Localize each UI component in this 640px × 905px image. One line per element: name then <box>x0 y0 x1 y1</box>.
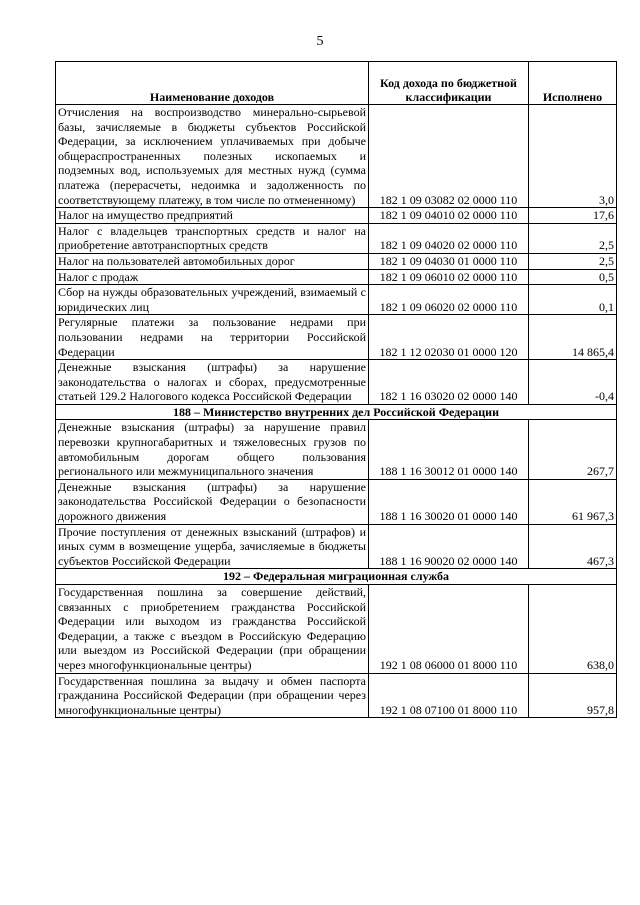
row-code: 182 1 09 04010 02 0000 110 <box>369 208 529 224</box>
table-row <box>56 420 617 479</box>
row-code: 182 1 09 04030 01 0000 110 <box>369 253 529 269</box>
row-code: 182 1 16 03020 02 0000 140 <box>369 360 529 405</box>
header-code: Код дохода по бюджетной классификации <box>369 62 529 105</box>
row-value: 638,0 <box>529 585 617 674</box>
table-row <box>56 360 617 405</box>
row-value: 2,5 <box>529 223 617 253</box>
row-name: Налог на имущество предприятий <box>56 208 369 224</box>
table-row <box>56 315 617 360</box>
table-row <box>56 208 617 224</box>
table-row <box>56 479 617 524</box>
row-name: Государственная пошлина за выдачу и обмен паспорта гражданина Российской Федерации (при обращении через многофункциональные центры) <box>56 673 369 718</box>
row-value: 0,5 <box>529 269 617 285</box>
row-name: Сбор на нужды образовательных учреждений, взимаемый с юридических лиц <box>56 285 369 315</box>
row-code: 182 1 09 06010 02 0000 110 <box>369 269 529 285</box>
row-code: 192 1 08 07100 01 8000 110 <box>369 673 529 718</box>
row-name: Отчисления на воспроизводство минерально-сырьевой базы, зачисляемые в бюджеты субъектов Российской Федерации, за исключением уплачиваемых при добыче общераспространенных полезных ископаемых и подземных вод, используемых для местных нужд (сумма платежа (перерасчеты, недоимка и задолженность по соответствующему платежу, в том числе по отмененному) <box>56 105 369 208</box>
row-value: 467,3 <box>529 524 617 569</box>
row-name: Регулярные платежи за пользование недрами при пользовании недрами на территории Российской Федерации <box>56 315 369 360</box>
section-title: 188 – Министерство внутренних дел Российской Федерации <box>56 404 617 420</box>
row-value: 17,6 <box>529 208 617 224</box>
row-code: 188 1 16 30020 01 0000 140 <box>369 479 529 524</box>
row-code: 188 1 16 30012 01 0000 140 <box>369 420 529 479</box>
section-header-188 <box>56 404 617 420</box>
row-code: 188 1 16 90020 02 0000 140 <box>369 524 529 569</box>
section-header-192 <box>56 569 617 585</box>
row-name: Государственная пошлина за совершение действий, связанных с приобретением гражданства Российской Федерации или выходом из гражданства Российской Федерации, а также с въездом в Российскую Федерацию или выездом из Российской Федерации (при обращении через многофункциональные центры) <box>56 585 369 674</box>
row-value: 957,8 <box>529 673 617 718</box>
row-code: 192 1 08 06000 01 8000 110 <box>369 585 529 674</box>
row-value: -0,4 <box>529 360 617 405</box>
row-value: 14 865,4 <box>529 315 617 360</box>
row-name: Налог с владельцев транспортных средств и налог на приобретение автотранспортных средств <box>56 223 369 253</box>
table-row <box>56 269 617 285</box>
table-row <box>56 105 617 208</box>
table-row <box>56 524 617 569</box>
row-name: Денежные взыскания (штрафы) за нарушение правил перевозки крупногабаритных и тяжеловесных грузов по автомобильным дорогам общего пользования регионального или межмуниципального значения <box>56 420 369 479</box>
table-row <box>56 253 617 269</box>
header-executed: Исполнено <box>529 62 617 105</box>
table-row <box>56 285 617 315</box>
header-name: Наименование доходов <box>56 62 369 105</box>
row-code: 182 1 12 02030 01 0000 120 <box>369 315 529 360</box>
row-name: Денежные взыскания (штрафы) за нарушение законодательства о налогах и сборах, предусмотренные статьей 129.2 Налогового кодекса Российской Федерации <box>56 360 369 405</box>
row-value: 0,1 <box>529 285 617 315</box>
row-value: 61 967,3 <box>529 479 617 524</box>
row-name: Денежные взыскания (штрафы) за нарушение законодательства Российской Федерации о безопасности дорожного движения <box>56 479 369 524</box>
page-number: 5 <box>316 34 324 49</box>
row-name: Прочие поступления от денежных взысканий (штрафов) и иных сумм в возмещение ущерба, зачисляемые в бюджеты субъектов Российской Федерации <box>56 524 369 569</box>
table-row <box>56 223 617 253</box>
row-value: 2,5 <box>529 253 617 269</box>
revenue-table <box>55 61 617 718</box>
row-value: 3,0 <box>529 105 617 208</box>
row-value: 267,7 <box>529 420 617 479</box>
section-title: 192 – Федеральная миграционная служба <box>56 569 617 585</box>
row-name: Налог с продаж <box>56 269 369 285</box>
table-row <box>56 585 617 674</box>
row-code: 182 1 09 04020 02 0000 110 <box>369 223 529 253</box>
row-code: 182 1 09 03082 02 0000 110 <box>369 105 529 208</box>
table-row <box>56 673 617 718</box>
row-code: 182 1 09 06020 02 0000 110 <box>369 285 529 315</box>
table-header-row <box>56 62 617 105</box>
row-name: Налог на пользователей автомобильных дорог <box>56 253 369 269</box>
